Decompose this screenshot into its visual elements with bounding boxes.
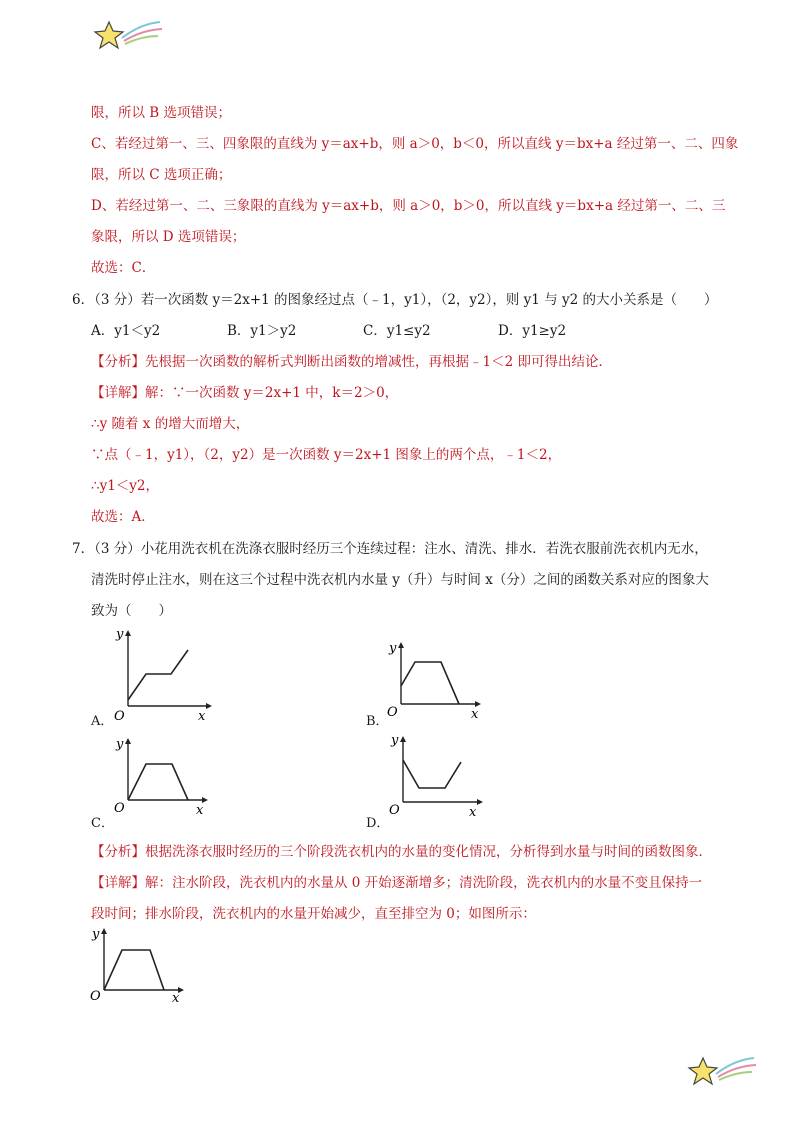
q6-answer: 故选：A． (91, 509, 155, 525)
detail-tag: 【详解】 (91, 875, 145, 891)
graph-option-a (106, 626, 216, 720)
axis-y-label: y (391, 733, 399, 748)
axis-x-label: x (196, 803, 204, 816)
detail-line-3: ∵点（﹣1，y1），（2，y2）是一次函数 y＝2x+1 图象上的两个点，﹣1＜2， (91, 447, 562, 463)
option-d: D．y1≥y2 (498, 323, 567, 339)
option-d-label: D． (366, 816, 390, 831)
analysis-text: 根据洗涤衣服时经历的三个阶段洗衣机内的水量的变化情况，分析得到水量与时间的函数图象． (145, 844, 712, 860)
q7-detail-line-2: 段时间；排水阶段，洗衣机内的水量开始减少，直至排空为 0；如图所示： (91, 906, 536, 922)
axis-y-label: y (116, 737, 124, 752)
axis-x-label: x (198, 709, 206, 720)
question-7-stem-1: 7．（3 分）小花用洗衣机在洗涤衣服时经历三个连续过程：注水、清洗、排水．若洗衣服前洗衣机内无水， (72, 541, 708, 557)
question-7-stem-3: 致为（ ） (91, 603, 172, 619)
shooting-star-icon (92, 16, 164, 58)
axis-y-label: y (92, 927, 100, 942)
question-6-stem: 6．（3 分）若一次函数 y＝2x+1 的图象经过点（﹣1，y1），（2，y2），则 y1 与 y2 的大小关系是（ ） (72, 292, 718, 308)
detail-text: 解：∵一次函数 y＝2x+1 中，k＝2＞0， (145, 385, 399, 401)
analysis-line (91, 353, 612, 371)
q7-detail-line-1 (91, 874, 702, 892)
option-b: B．y1＞y2 (227, 323, 297, 339)
option-a-label: A． (91, 714, 114, 729)
option-c: C．y1≤y2 (363, 323, 431, 339)
origin-label: O (389, 803, 400, 818)
detail-line-1 (91, 384, 398, 402)
solution-line-5: 象限，所以 D 选项错误； (91, 229, 246, 245)
detail-text: 解：注水阶段，洗衣机内的水量从 0 开始逐渐增多；清洗阶段，洗衣机内的水量不变且保持一 (145, 875, 703, 891)
analysis-tag: 【分析】 (91, 844, 145, 860)
axis-x-label: x (471, 707, 479, 720)
origin-label: O (114, 709, 125, 720)
analysis-tag: 【分析】 (91, 354, 145, 370)
q7-analysis-line (91, 843, 712, 861)
solution-line-4: D、若经过第一、二、三象限的直线为 y＝ax+b，则 a＞0，b＞0，所以直线 y＝bx+a 经过第一、二、三 (91, 198, 726, 214)
axis-y-label: y (389, 641, 397, 656)
question-7-stem-2: 清洗时停止注水，则在这三个过程中洗衣机内水量 y（升）与时间 x（分）之间的函数关系对应的图象大 (91, 572, 709, 588)
option-a: A．y1＜y2 (91, 323, 161, 339)
axis-y-label: y (116, 627, 124, 642)
origin-label: O (114, 801, 125, 816)
shooting-star-icon (686, 1050, 758, 1094)
origin-label: O (90, 989, 101, 1004)
detail-line-4: ∴y1＜y2， (91, 478, 160, 494)
graph-option-d (383, 730, 493, 818)
graph-option-c (108, 732, 218, 816)
origin-label: O (387, 705, 398, 720)
graph-option-b (383, 636, 493, 720)
analysis-text: 先根据一次函数的解析式判断出函数的增减性，再根据﹣1＜2 即可得出结论． (145, 354, 612, 370)
detail-tag: 【详解】 (91, 385, 145, 401)
axis-x-label: x (469, 805, 477, 818)
solution-line-2: C、若经过第一、三、四象限的直线为 y＝ax+b，则 a＞0，b＜0，所以直线 y＝bx+a 经过第一、二、四象 (91, 136, 739, 152)
detail-line-2: ∴y 随着 x 的增大而增大， (91, 416, 250, 432)
solution-line-1: 限，所以 B 选项错误； (91, 105, 232, 121)
axis-x-label: x (172, 991, 180, 1006)
solution-line-3: 限，所以 C 选项正确； (91, 167, 232, 183)
option-c-label: C． (91, 816, 114, 831)
option-b-label: B． (366, 714, 389, 729)
solution-answer: 故选：C． (91, 260, 156, 276)
solution-graph (84, 922, 194, 1006)
